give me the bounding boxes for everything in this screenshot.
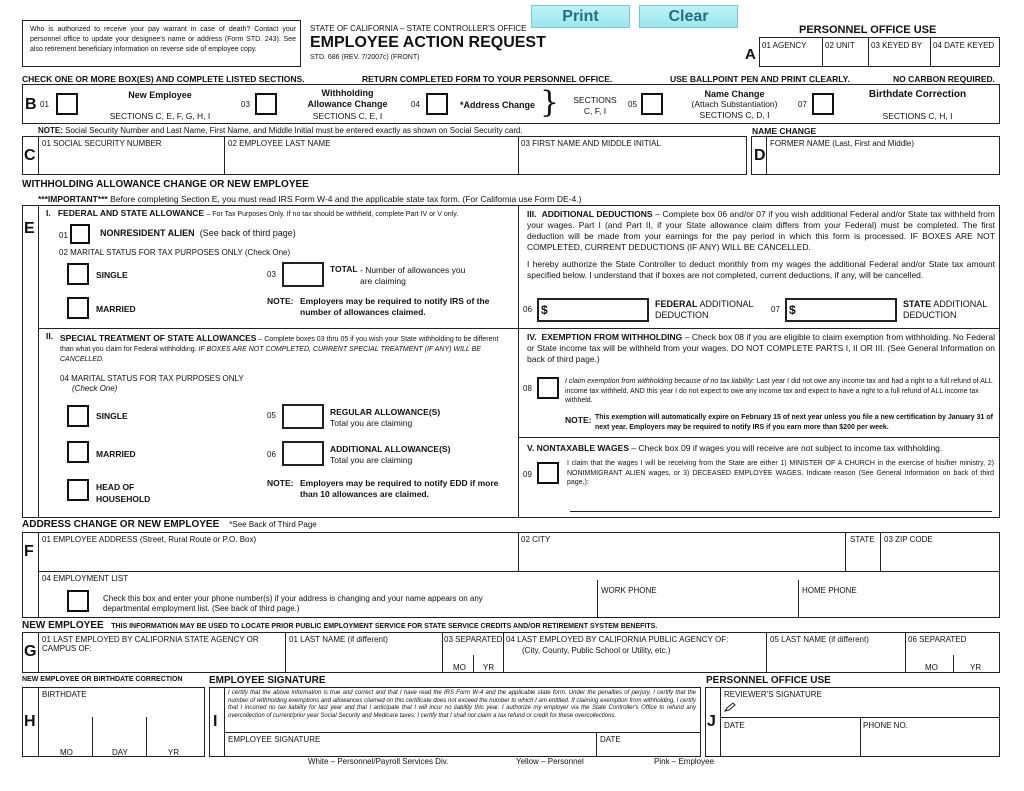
- important-label: ***IMPORTANT***: [38, 194, 108, 204]
- former-name-field[interactable]: [770, 153, 1000, 173]
- part2-italic: IF BOXES ARE NOT COMPLETED, CURRENT SPECIAL TREATMENT (IF ANY) WILL BE CANCELLED.: [60, 346, 481, 363]
- separated1-yr: YR: [483, 663, 495, 672]
- work-phone-label: WORK PHONE: [601, 586, 657, 595]
- footer-pink-copy: Pink – Employee: [654, 757, 715, 766]
- last-state-agency-field[interactable]: [42, 655, 285, 672]
- address-change-num: 04: [411, 100, 420, 109]
- withholding-checkbox[interactable]: [255, 93, 277, 115]
- zip-field[interactable]: [884, 550, 1000, 570]
- employee-signature-label: EMPLOYEE SIGNATURE: [228, 735, 321, 744]
- name-change-sections: SECTIONS C, D, I: [699, 110, 770, 120]
- section-g-heading-row: [22, 620, 657, 631]
- state-deduction-num: 07: [771, 305, 780, 314]
- nra-note: (See back of third page): [199, 228, 296, 238]
- form-number: STD. 686 (REV. 7/2007c) (FRONT): [310, 54, 420, 61]
- federal-deduction-field[interactable]: [552, 301, 650, 321]
- name-change-checkbox[interactable]: [641, 93, 663, 115]
- section-j-heading: PERSONNEL OFFICE USE: [706, 675, 831, 686]
- marital2-check: (Check One): [72, 384, 118, 393]
- irs-note-label: NOTE:: [267, 296, 294, 306]
- part2-desc: – Complete boxes 03 thru 05 if you wish your State withholding to be different than what you claim for Federal withholding.: [60, 336, 499, 353]
- brace-glyph: }: [540, 85, 560, 120]
- last-name-g2-field[interactable]: [770, 655, 906, 672]
- marital2-label: 04 MARITAL STATUS FOR TAX PURPOSES ONLY: [60, 374, 244, 383]
- section-e-letter: E: [24, 220, 35, 237]
- ssn-field[interactable]: [42, 153, 224, 173]
- part1-note: – For Tax Purposes Only. If no tax should be withheld, complete Part IV or V only.: [206, 211, 459, 218]
- section-a-letter: A: [745, 46, 756, 63]
- state-line: STATE OF CALIFORNIA – STATE CONTROLLER'S OFFICE: [310, 24, 527, 33]
- home-phone-label: HOME PHONE: [802, 586, 857, 595]
- part2-num: II.: [46, 331, 54, 341]
- married-label: MARRIED: [96, 304, 136, 314]
- nontaxable-checkbox[interactable]: [537, 462, 559, 484]
- marital-status-label: 02 MARITAL STATUS FOR TAX PURPOSES ONLY (Check One): [59, 248, 291, 257]
- zip-label: 03 ZIP CODE: [884, 535, 933, 544]
- instruction-check-boxes: CHECK ONE OR MORE BOX(ES) AND COMPLETE LISTED SECTIONS.: [22, 74, 305, 84]
- new-employee-sections: SECTIONS C, E, F, G, H, I: [109, 111, 211, 121]
- exempt-italic: I claim exemption from withholding because of no tax liability:: [565, 378, 755, 385]
- signature-date-label: DATE: [600, 735, 621, 744]
- instruction-no-carbon: NO CARBON REQUIRED.: [893, 74, 996, 84]
- death-warrant-notice: Who is authorized to receive your pay warrant in case of death? Contact your personnel office to update your designee's name or address (Form STD. 243). See also retirement beneficiary information on reverse side of employee copy.: [30, 26, 296, 53]
- nontax-text: I claim that the wages I will be receiving from the State are either 1) MINISTER OF A CHURCH in the exercise of his/her ministry, 2) NONIMMIGRANT ALIEN wages, or 3) DECEASED EMPLOYEE WAGES. Indicate reason (See General Information on back of third page.):: [567, 460, 994, 486]
- separated1-mo: MO: [453, 663, 466, 672]
- part5-block: [527, 443, 942, 453]
- form-title: EMPLOYEE ACTION REQUEST: [310, 34, 546, 51]
- exempt-note-label: NOTE:: [565, 415, 592, 425]
- married2-checkbox[interactable]: [67, 441, 89, 463]
- part4-desc: – Check box 08 if you are eligible to claim exemption from withholding. No Federal or State income tax will be withheld from your wages. DO NOT COMPLETE PARTS I, II OR III. (See General Information on back of third page.): [527, 332, 995, 364]
- city-field[interactable]: [521, 550, 845, 570]
- state-deduction-field[interactable]: [800, 301, 898, 321]
- reviewer-phone-label: PHONE NO.: [863, 721, 908, 730]
- print-button[interactable]: Print: [531, 5, 630, 28]
- ssn-note-text: Social Security Number and Last Name, First Name, and Middle Initial must be entered exactly as shown on Social Security card.: [65, 126, 523, 135]
- keyed-by-label: 03 KEYED BY: [871, 41, 923, 50]
- section-j-letter: J: [707, 713, 716, 730]
- last-name-g2-label: 05 LAST NAME (if different): [770, 635, 869, 644]
- agency-field[interactable]: [762, 53, 824, 67]
- section-h-letter: H: [24, 713, 36, 730]
- part1-title: FEDERAL AND STATE ALLOWANCE: [57, 208, 205, 218]
- former-name-label: FORMER NAME (Last, First and Middle): [770, 139, 915, 148]
- footer-yellow-copy: Yellow – Personnel: [516, 757, 584, 766]
- federal-dollar-sign: $: [541, 303, 548, 317]
- keyed-by-field[interactable]: [871, 53, 932, 67]
- new-employee-num: 01: [40, 100, 49, 109]
- state-field[interactable]: [848, 550, 882, 570]
- ssn-note-label: NOTE:: [38, 126, 63, 135]
- irs-note: Employers may be required to notify IRS of the number of allowances claimed.: [300, 296, 490, 317]
- work-phone-field[interactable]: [601, 598, 798, 617]
- birthdate-yr: YR: [168, 748, 180, 757]
- date-keyed-label: 04 DATE KEYED: [933, 41, 995, 50]
- single2-label: SINGLE: [96, 411, 128, 421]
- birthdate-correction-sections: SECTIONS C, H, I: [882, 111, 953, 121]
- clear-button[interactable]: Clear: [639, 5, 738, 28]
- total-num: 03: [267, 270, 276, 279]
- exemption-checkbox[interactable]: [537, 377, 559, 399]
- phone-note: Check this box and enter your phone number(s) if your address is changing and your name appears on any departmental employment list. (See back of third page.): [103, 594, 483, 613]
- personnel-office-use-heading: PERSONNEL OFFICE USE: [799, 24, 937, 36]
- birthdate-day: DAY: [112, 748, 128, 757]
- federal-deduction-num: 06: [523, 305, 532, 314]
- part3-num: III.: [527, 209, 537, 219]
- single-checkbox[interactable]: [67, 263, 89, 285]
- ssn-label: 01 SOCIAL SECURITY NUMBER: [42, 139, 162, 148]
- section-g-letter: G: [24, 643, 37, 660]
- section-e-heading: WITHHOLDING ALLOWANCE CHANGE OR NEW EMPLOYEE: [22, 179, 309, 190]
- instruction-return-form: RETURN COMPLETED FORM TO YOUR PERSONNEL OFFICE.: [362, 74, 613, 84]
- separated2-yr: YR: [970, 663, 982, 672]
- part3-desc: – Complete box 06 and/or 07 if you wish additional Federal and/or State tax withheld from your wages. Part I (and Part II, if your State allowance claim differs from your Federal) must be completed. The first deduction will be made from your earnings for the pay period in which this form is processed. IF BOXES ARE NOT COMPLETED, CURRENT DEDUCTIONS (IF ANY) WILL BE CANCELLED.: [527, 209, 995, 252]
- date-keyed-field[interactable]: [933, 53, 1002, 67]
- address-change-title: *Address Change: [460, 100, 536, 110]
- state-deduction-label: [903, 299, 998, 321]
- name-change-heading: NAME CHANGE: [752, 126, 817, 136]
- federal-label-bold: FEDERAL: [655, 299, 698, 309]
- unit-field[interactable]: [825, 53, 871, 67]
- nontax-num: 09: [523, 470, 532, 479]
- certification-text: I certify that the above information is true and correct and that I have read the IRS Form W-4 and the applicable state form. Under the penalties of perjury, I certify that the number of withholding exemptions and allowances claimed on this certificate does not exceed the number to which I am entitled. If claiming exemption from withholding, I certify that I incurred no tax liability for last year and that I anticipate that I will incur no liability this year. I authorize my employer via the State Controller's Office to refund any overcollection of current/prior year Social Security and Medicare taxes; I certify that I shall not claim a tax refund or credit for these overcollections.: [228, 690, 696, 719]
- section-g-heading: NEW EMPLOYEE: [22, 620, 104, 631]
- exempt-text: Last year I did not owe any income tax and had a right to a full refund of ALL income tax withheld, AND this year I do not expect to owe any income tax and expect to have a right to a full refund of ALL income tax withheld.: [565, 378, 993, 404]
- separated1-label: 03 SEPARATED: [444, 635, 503, 644]
- married2-label: MARRIED: [96, 449, 136, 459]
- address-change-sections: SECTIONS C, F, I: [573, 95, 617, 116]
- married-checkbox[interactable]: [67, 297, 89, 319]
- reviewer-signature-field[interactable]: [740, 702, 1000, 717]
- head-of-household-checkbox[interactable]: [67, 479, 89, 501]
- state-label-rest: ADDITIONAL DEDUCTION: [903, 299, 987, 320]
- part3-block: [527, 209, 995, 253]
- address-label: 01 EMPLOYEE ADDRESS (Street, Rural Route or P.O. Box): [42, 535, 257, 544]
- regular-allowance-field[interactable]: [285, 407, 325, 428]
- name-change-subtitle: (Attach Substantiation): [691, 99, 778, 109]
- withholding-title: Withholding Allowance Change: [307, 88, 388, 109]
- birthdate-mo-field[interactable]: [42, 728, 94, 746]
- city-label: 02 CITY: [521, 535, 551, 544]
- federal-deduction-label: [655, 299, 765, 321]
- first-name-label: 03 FIRST NAME AND MIDDLE INITIAL: [521, 139, 661, 148]
- section-i-heading: EMPLOYEE SIGNATURE: [209, 675, 326, 686]
- single2-checkbox[interactable]: [67, 405, 89, 427]
- regular-label: REGULAR ALLOWANCE(S): [330, 407, 441, 417]
- state-label-bold: STATE: [903, 299, 932, 309]
- reviewer-date-field[interactable]: [724, 734, 860, 754]
- address-field[interactable]: [42, 550, 518, 570]
- employment-list-label: 04 EMPLOYMENT LIST: [42, 574, 129, 583]
- reviewer-signature-label: REVIEWER'S SIGNATURE: [724, 690, 822, 699]
- nra-num: 01: [59, 231, 68, 240]
- first-name-field[interactable]: [521, 153, 747, 173]
- employment-list-checkbox[interactable]: [67, 590, 89, 612]
- section-i-letter: I: [213, 713, 218, 730]
- name-change-num: 05: [628, 100, 637, 109]
- total-label: TOTAL: [330, 264, 358, 274]
- section-f-heading-row: [22, 519, 317, 530]
- section-c-letter: C: [24, 147, 36, 164]
- edd-note-label: NOTE:: [267, 478, 294, 488]
- footer-white-copy: White – Personnel/Payroll Services Div.: [308, 757, 449, 766]
- important-note: [38, 194, 581, 204]
- section-h-heading: NEW EMPLOYEE OR BIRTHDATE CORRECTION: [22, 676, 183, 683]
- nonresident-alien-checkbox[interactable]: [70, 224, 90, 244]
- section-g-heading-note: THIS INFORMATION MAY BE USED TO LOCATE PRIOR PUBLIC EMPLOYMENT SERVICE FOR STATE SERVICE CREDITS AND/OR RETIREMENT SYSTEM BENEFITS.: [111, 623, 658, 630]
- last-public-agency-note: (City, County, Public School or Utility, etc.): [522, 646, 671, 655]
- birthdate-mo: MO: [60, 748, 73, 757]
- last-public-agency-field[interactable]: [506, 657, 766, 673]
- federal-label-rest: ADDITIONAL DEDUCTION: [655, 299, 754, 320]
- edd-note: Employers may be required to notify EDD if more than 10 allowances are claimed.: [300, 478, 499, 499]
- part5-desc: – Check box 09 if wages you will receive are not subject to income tax withholding.: [631, 443, 943, 453]
- additional-allowance-field[interactable]: [285, 444, 325, 465]
- last-name-label: 02 EMPLOYEE LAST NAME: [228, 139, 331, 148]
- reviewer-date-label: DATE: [724, 721, 745, 730]
- last-name-g1-label: 01 LAST NAME (if different): [289, 635, 388, 644]
- exempt-note: This exemption will automatically expire on February 15 of next year unless you file a new certification by January 31 of next year. Employers may be required to notify IRS if you earn more than $200 per week.: [595, 414, 993, 431]
- birthdate-correction-checkbox[interactable]: [812, 93, 834, 115]
- head-of-household-label: HEAD OF HOUSEHOLD: [96, 482, 151, 504]
- address-change-checkbox[interactable]: [426, 93, 448, 115]
- separated2-mo: MO: [925, 663, 938, 672]
- part4-num: IV.: [527, 332, 537, 342]
- state-label: STATE: [850, 535, 875, 544]
- part2-title: SPECIAL TREATMENT OF STATE ALLOWANCES: [60, 333, 257, 343]
- last-public-agency-label: 04 LAST EMPLOYED BY CALIFORNIA PUBLIC AGENCY OF:: [506, 635, 729, 644]
- ssn-note: [38, 126, 523, 135]
- birthdate-label: BIRTHDATE: [42, 690, 87, 699]
- section-f-letter: F: [24, 543, 34, 560]
- additional-label: ADDITIONAL ALLOWANCE(S): [330, 444, 451, 454]
- part2-desc-block: [60, 333, 510, 365]
- additional-num: 06: [267, 450, 276, 459]
- instruction-ballpoint: USE BALLPOINT PEN AND PRINT CLEARLY.: [670, 74, 850, 84]
- regular-desc: Total you are claiming: [330, 418, 413, 428]
- birthdate-day-field[interactable]: [95, 728, 147, 746]
- exempt-num: 08: [523, 384, 532, 393]
- additional-desc: Total you are claiming: [330, 455, 413, 465]
- home-phone-field[interactable]: [802, 598, 1000, 617]
- withholding-sections: SECTIONS C, E, I: [312, 111, 383, 121]
- nra-label: NONRESIDENT ALIEN: [100, 228, 195, 238]
- nra-row: [100, 228, 296, 238]
- last-name-field[interactable]: [228, 153, 518, 173]
- name-change-title: Name Change: [704, 89, 765, 99]
- birthdate-correction-num: 07: [798, 100, 807, 109]
- part3-authorization: I hereby authorize the State Controller to deduct monthly from my wages the additional Federal and/or State tax amount specified below. I understand that if boxes are not completed, current deductions, if any, will be cancelled.: [527, 259, 995, 280]
- section-f-heading: ADDRESS CHANGE OR NEW EMPLOYEE: [22, 519, 220, 530]
- section-f-heading-note: *See Back of Third Page: [229, 520, 317, 529]
- new-employee-title: New Employee: [128, 90, 192, 100]
- birthdate-correction-title: Birthdate Correction: [868, 89, 967, 100]
- state-dollar-sign: $: [789, 303, 796, 317]
- part1-num: I.: [46, 208, 51, 218]
- last-state-agency-label: 01 LAST EMPLOYED BY CALIFORNIA STATE AGENCY OR CAMPUS OF:: [42, 635, 259, 653]
- new-employee-checkbox[interactable]: [56, 93, 78, 115]
- nontax-reason-field[interactable]: [570, 497, 996, 512]
- total-desc: - Number of allowances you are claiming: [360, 265, 466, 286]
- pen-icon: [724, 702, 736, 712]
- section-d-letter: D: [754, 147, 766, 164]
- part4-title: EXEMPTION FROM WITHHOLDING: [541, 332, 683, 342]
- part1-header: [46, 208, 458, 218]
- regular-num: 05: [267, 411, 276, 420]
- total-allowances-field[interactable]: [285, 265, 325, 286]
- part4-block: [527, 332, 995, 365]
- separated2-label: 06 SEPARATED: [908, 635, 967, 644]
- single-label: SINGLE: [96, 270, 128, 280]
- reviewer-phone-field[interactable]: [863, 734, 1000, 754]
- unit-label: 02 UNIT: [825, 41, 855, 50]
- part5-title: V. NONTAXABLE WAGES: [527, 443, 630, 453]
- exempt-text-block: [565, 377, 995, 406]
- withholding-num: 03: [241, 100, 250, 109]
- last-name-g1-field[interactable]: [289, 655, 443, 672]
- birthdate-yr-field[interactable]: [149, 728, 205, 746]
- part3-title: ADDITIONAL DEDUCTIONS: [541, 209, 653, 219]
- important-text: Before completing Section E, you must read IRS Form W-4 and the applicable state tax form. (For California use Form DE-4.): [110, 194, 582, 204]
- agency-label: 01 AGENCY: [762, 41, 807, 50]
- section-b-letter: B: [25, 96, 37, 113]
